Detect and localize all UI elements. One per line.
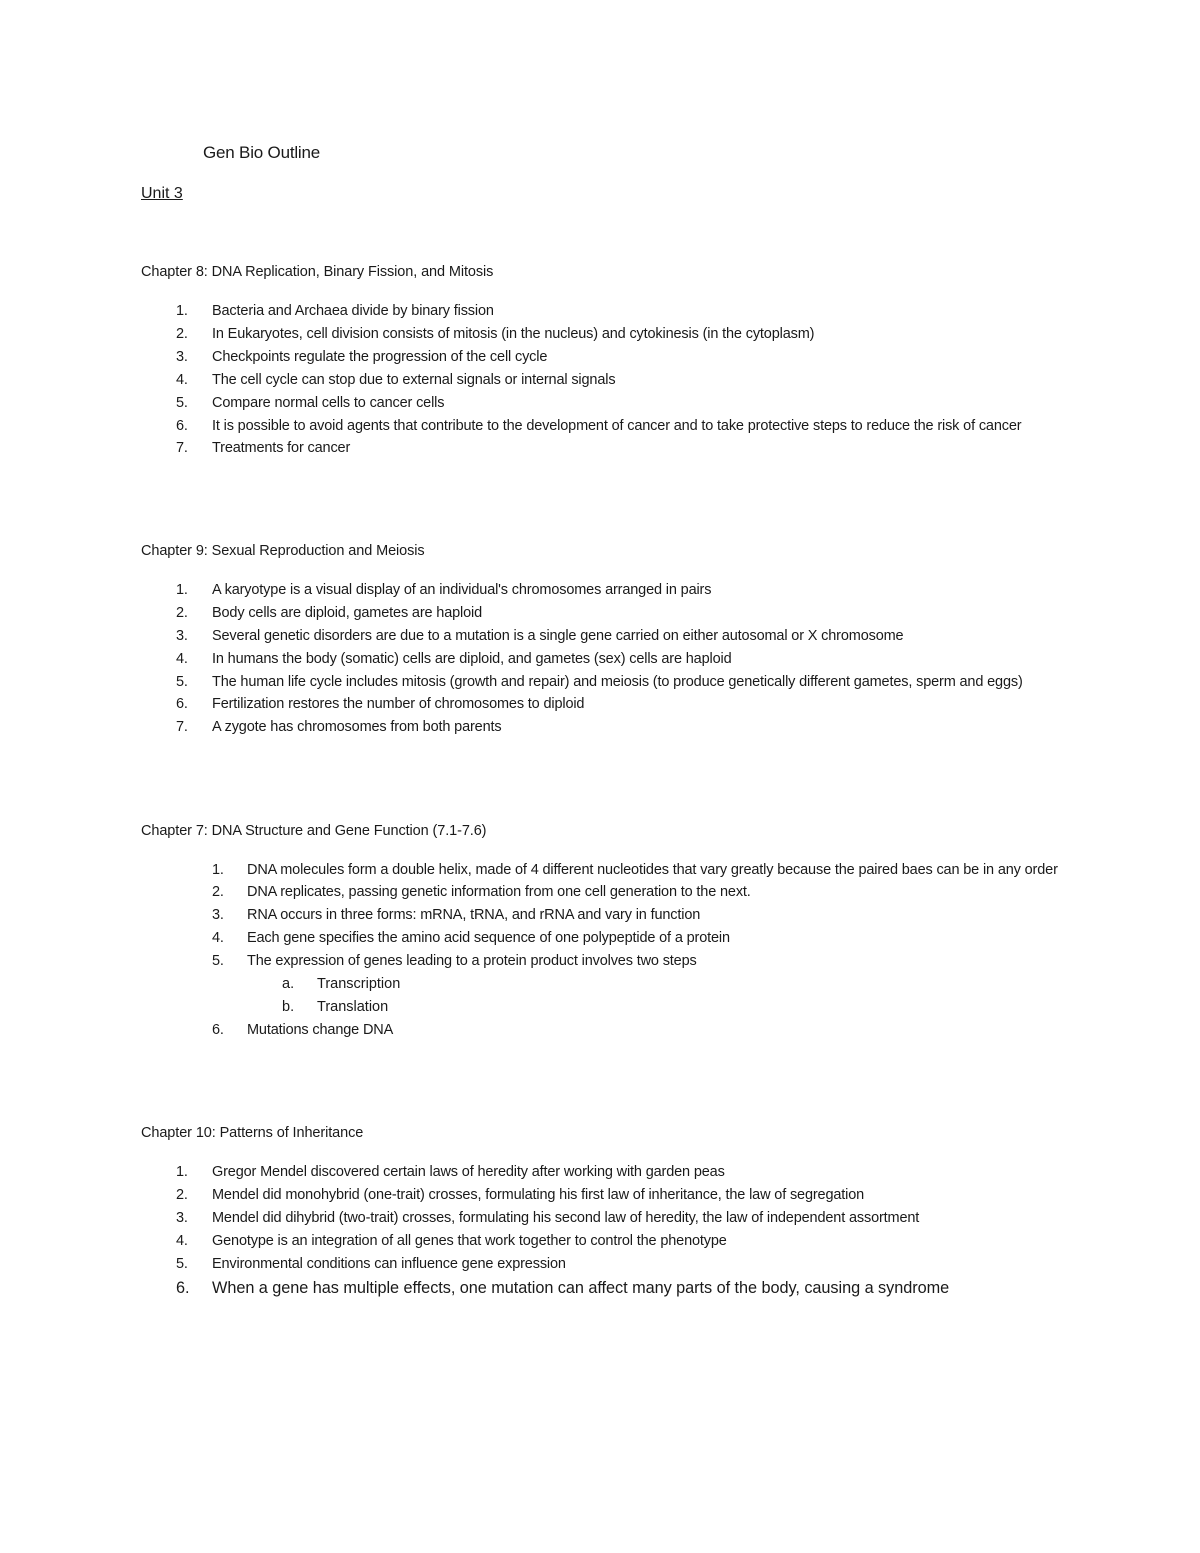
- list-text: RNA occurs in three forms: mRNA, tRNA, and rRNA and vary in function: [247, 907, 701, 923]
- list-text: Environmental conditions can influence gene expression: [212, 1256, 566, 1272]
- unit-heading: Unit 3: [141, 185, 183, 202]
- chapter-heading: Chapter 9: Sexual Reproduction and Meiosis: [141, 543, 425, 559]
- list-number: 2.: [176, 605, 188, 621]
- list-number: 6.: [176, 1279, 190, 1297]
- list-item: [141, 648, 1141, 671]
- list-item: [141, 1161, 1141, 1184]
- list-text: The expression of genes leading to a protein product involves two steps: [247, 953, 697, 969]
- list-text: Several genetic disorders are due to a mutation is a single gene carried on either autosomal or X chromosome: [212, 628, 904, 644]
- list-number: 7.: [176, 440, 188, 456]
- list-number: 6.: [212, 1022, 224, 1038]
- list-number: 7.: [176, 719, 188, 735]
- list-item: [141, 1019, 1141, 1042]
- list-item: [141, 323, 1141, 346]
- list-item: [141, 904, 1141, 927]
- list-number: 4.: [176, 651, 188, 667]
- list-number: 4.: [176, 372, 188, 388]
- list-item: [141, 859, 1067, 881]
- list-item: [141, 693, 1141, 716]
- chapter-10-list: [141, 1161, 1141, 1301]
- list-text: Mendel did dihybrid (two-trait) crosses, formulating his second law of heredity, the law of independent assortment: [212, 1210, 920, 1226]
- list-text: Checkpoints regulate the progression of the cell cycle: [212, 349, 548, 365]
- list-text: In humans the body (somatic) cells are diploid, and gametes (sex) cells are haploid: [212, 651, 732, 667]
- sub-list-item: [141, 973, 1141, 996]
- chapter-7-section: [141, 821, 1141, 1042]
- sub-list-letter: a.: [282, 976, 295, 992]
- list-number: 1.: [176, 303, 188, 319]
- sub-list-text: Translation: [317, 999, 389, 1015]
- list-item: [141, 1230, 1141, 1253]
- chapter-7-list: [141, 859, 1141, 1042]
- list-text: Body cells are diploid, gametes are haploid: [212, 605, 483, 621]
- list-text: The human life cycle includes mitosis (growth and repair) and meiosis (to produce genetically different gametes, sperm and eggs): [212, 674, 1023, 690]
- list-text: Genotype is an integration of all genes that work together to control the phenotype: [212, 1233, 727, 1249]
- list-number: 3.: [212, 907, 224, 923]
- list-item: [141, 1207, 1141, 1230]
- list-text: DNA molecules form a double helix, made of 4 different nucleotides that vary greatly because the paired baes can be in any order: [247, 862, 1058, 878]
- sub-list-item: [141, 996, 1141, 1019]
- list-text: Bacteria and Archaea divide by binary fission: [212, 303, 494, 319]
- list-number: 2.: [176, 326, 188, 342]
- chapter-9-list: [141, 579, 1141, 739]
- list-item: [141, 579, 1141, 602]
- list-text: In Eukaryotes, cell division consists of mitosis (in the nucleus) and cytokinesis (in the cytoplasm): [212, 326, 815, 342]
- list-number: 5.: [176, 1256, 188, 1272]
- sub-list-letter: b.: [282, 999, 295, 1015]
- list-number: 1.: [176, 582, 188, 598]
- list-item: [141, 881, 1141, 904]
- list-text: Mendel did monohybrid (one-trait) crosses, formulating his first law of inheritance, the law of segregation: [212, 1187, 865, 1203]
- sub-list-text: Transcription: [317, 976, 401, 992]
- list-text: It is possible to avoid agents that contribute to the development of cancer and to take protective steps to reduce the risk of cancer: [212, 418, 1022, 434]
- chapter-heading: Chapter 8: DNA Replication, Binary Fission, and Mitosis: [141, 264, 494, 280]
- list-number: 2.: [176, 1187, 188, 1203]
- list-number: 1.: [212, 862, 224, 878]
- list-text: A zygote has chromosomes from both parents: [212, 719, 502, 735]
- chapter-heading: Chapter 7: DNA Structure and Gene Function (7.1-7.6): [141, 823, 487, 839]
- list-number: 2.: [212, 884, 224, 900]
- list-number: 3.: [176, 628, 188, 644]
- list-number: 1.: [176, 1164, 188, 1180]
- list-item: [141, 346, 1141, 369]
- list-text: Each gene specifies the amino acid sequence of one polypeptide of a protein: [247, 930, 730, 946]
- list-text: When a gene has multiple effects, one mutation can affect many parts of the body, causing a syndrome: [212, 1279, 950, 1297]
- list-item: [141, 437, 1141, 460]
- list-text: Compare normal cells to cancer cells: [212, 395, 445, 411]
- list-item: [141, 1276, 1141, 1301]
- list-number: 3.: [176, 1210, 188, 1226]
- list-text: A karyotype is a visual display of an individual's chromosomes arranged in pairs: [212, 582, 712, 598]
- chapter-heading: Chapter 10: Patterns of Inheritance: [141, 1125, 364, 1141]
- list-text: Mutations change DNA: [247, 1022, 394, 1038]
- document-title: Gen Bio Outline: [203, 143, 321, 162]
- list-item: [141, 671, 1062, 693]
- list-number: 5.: [176, 395, 188, 411]
- list-item: [141, 625, 1141, 648]
- list-item: [141, 716, 1141, 739]
- list-item: [141, 602, 1141, 625]
- list-number: 4.: [176, 1233, 188, 1249]
- list-number: 5.: [176, 674, 188, 690]
- list-item: [141, 392, 1141, 415]
- list-number: 4.: [212, 930, 224, 946]
- list-text: DNA replicates, passing genetic information from one cell generation to the next.: [247, 884, 751, 900]
- list-number: 6.: [176, 696, 188, 712]
- list-number: 5.: [212, 953, 224, 969]
- list-item: [141, 415, 1062, 437]
- list-number: 6.: [176, 418, 188, 434]
- list-item: [141, 1184, 1141, 1207]
- list-text: Treatments for cancer: [212, 440, 351, 456]
- list-item: [141, 950, 1141, 973]
- list-text: Fertilization restores the number of chromosomes to diploid: [212, 696, 585, 712]
- chapter-9-section: [141, 541, 1141, 739]
- chapter-10-section: [141, 1123, 1141, 1301]
- list-item: [141, 1253, 1141, 1276]
- list-text: Gregor Mendel discovered certain laws of heredity after working with garden peas: [212, 1164, 725, 1180]
- chapter-8-list: [141, 300, 1141, 460]
- list-number: 3.: [176, 349, 188, 365]
- chapter-8-section: [141, 262, 1141, 460]
- list-item: [141, 300, 1141, 323]
- list-item: [141, 927, 1141, 950]
- list-text: The cell cycle can stop due to external signals or internal signals: [212, 372, 616, 388]
- list-item: [141, 369, 1141, 392]
